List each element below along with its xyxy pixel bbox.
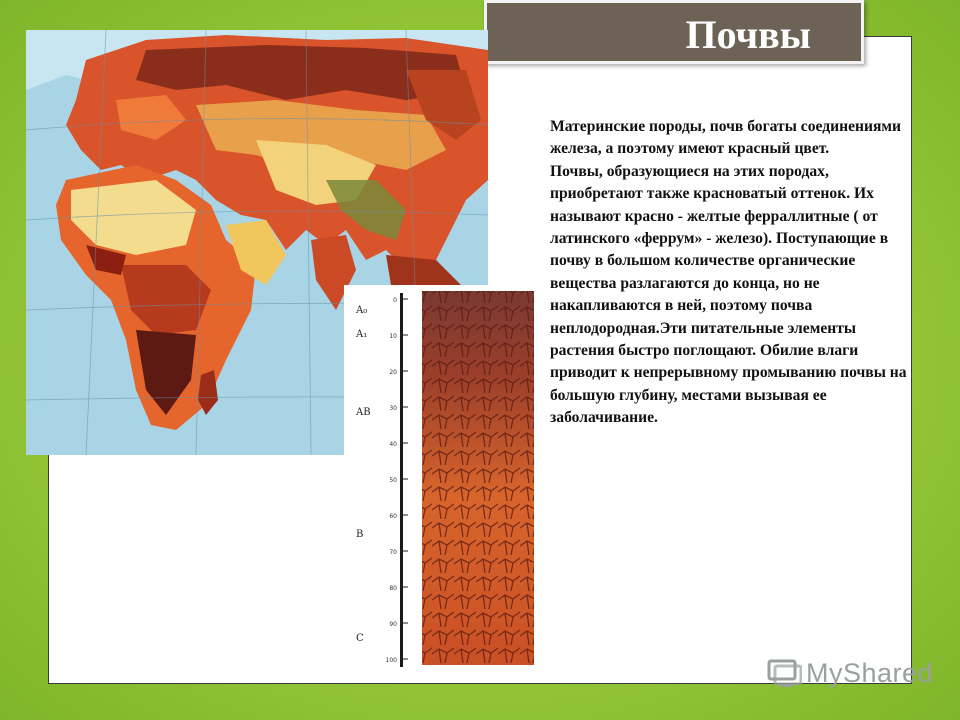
slide-body-text: Материнские породы, почв богаты соединениями железа, а поэтому имеют красный цвет. Почвы, образующиеся на этих породах, приобретают также красноватый оттенок. Их называют красно - желтые ферраллитные ( от латинского «феррум» - железо). Поступающие в почву в большом количестве органические вещества разлагаются до конца, но не накапливаются в ней, поэтому почва неплодородная.Эти питательные элементы растения быстро поглощают. Обилие влаги приводит к непрерывному промыванию почвы на большую глубину, местами вызывая ее заболачивание. [550,118,907,427]
watermark [766,656,934,690]
horizon-label: A₀ [356,305,368,316]
depth-tick-label: 10 [389,333,397,340]
horizon-label: C [356,633,364,644]
depth-tick-label: 90 [389,621,397,628]
watermark-text: MyShared [806,658,934,688]
depth-tick-label: 50 [389,477,397,484]
depth-tick-label: 30 [389,405,397,412]
depth-tick-label: 70 [389,549,397,556]
slide-title: Почвы [685,12,811,57]
depth-tick-label: 100 [385,657,397,664]
horizon-label: AB [356,407,371,418]
horizon-label: A₁ [356,329,368,340]
monitor-icon [766,659,802,689]
depth-tick-label: 80 [389,585,397,592]
depth-tick-label: 0 [393,297,397,304]
horizon-label: B [356,529,364,540]
depth-tick-label: 60 [389,513,397,520]
title-box [484,0,864,64]
depth-tick-label: 40 [389,441,397,448]
depth-tick-label: 20 [389,369,397,376]
soil-profile-image [344,285,540,669]
